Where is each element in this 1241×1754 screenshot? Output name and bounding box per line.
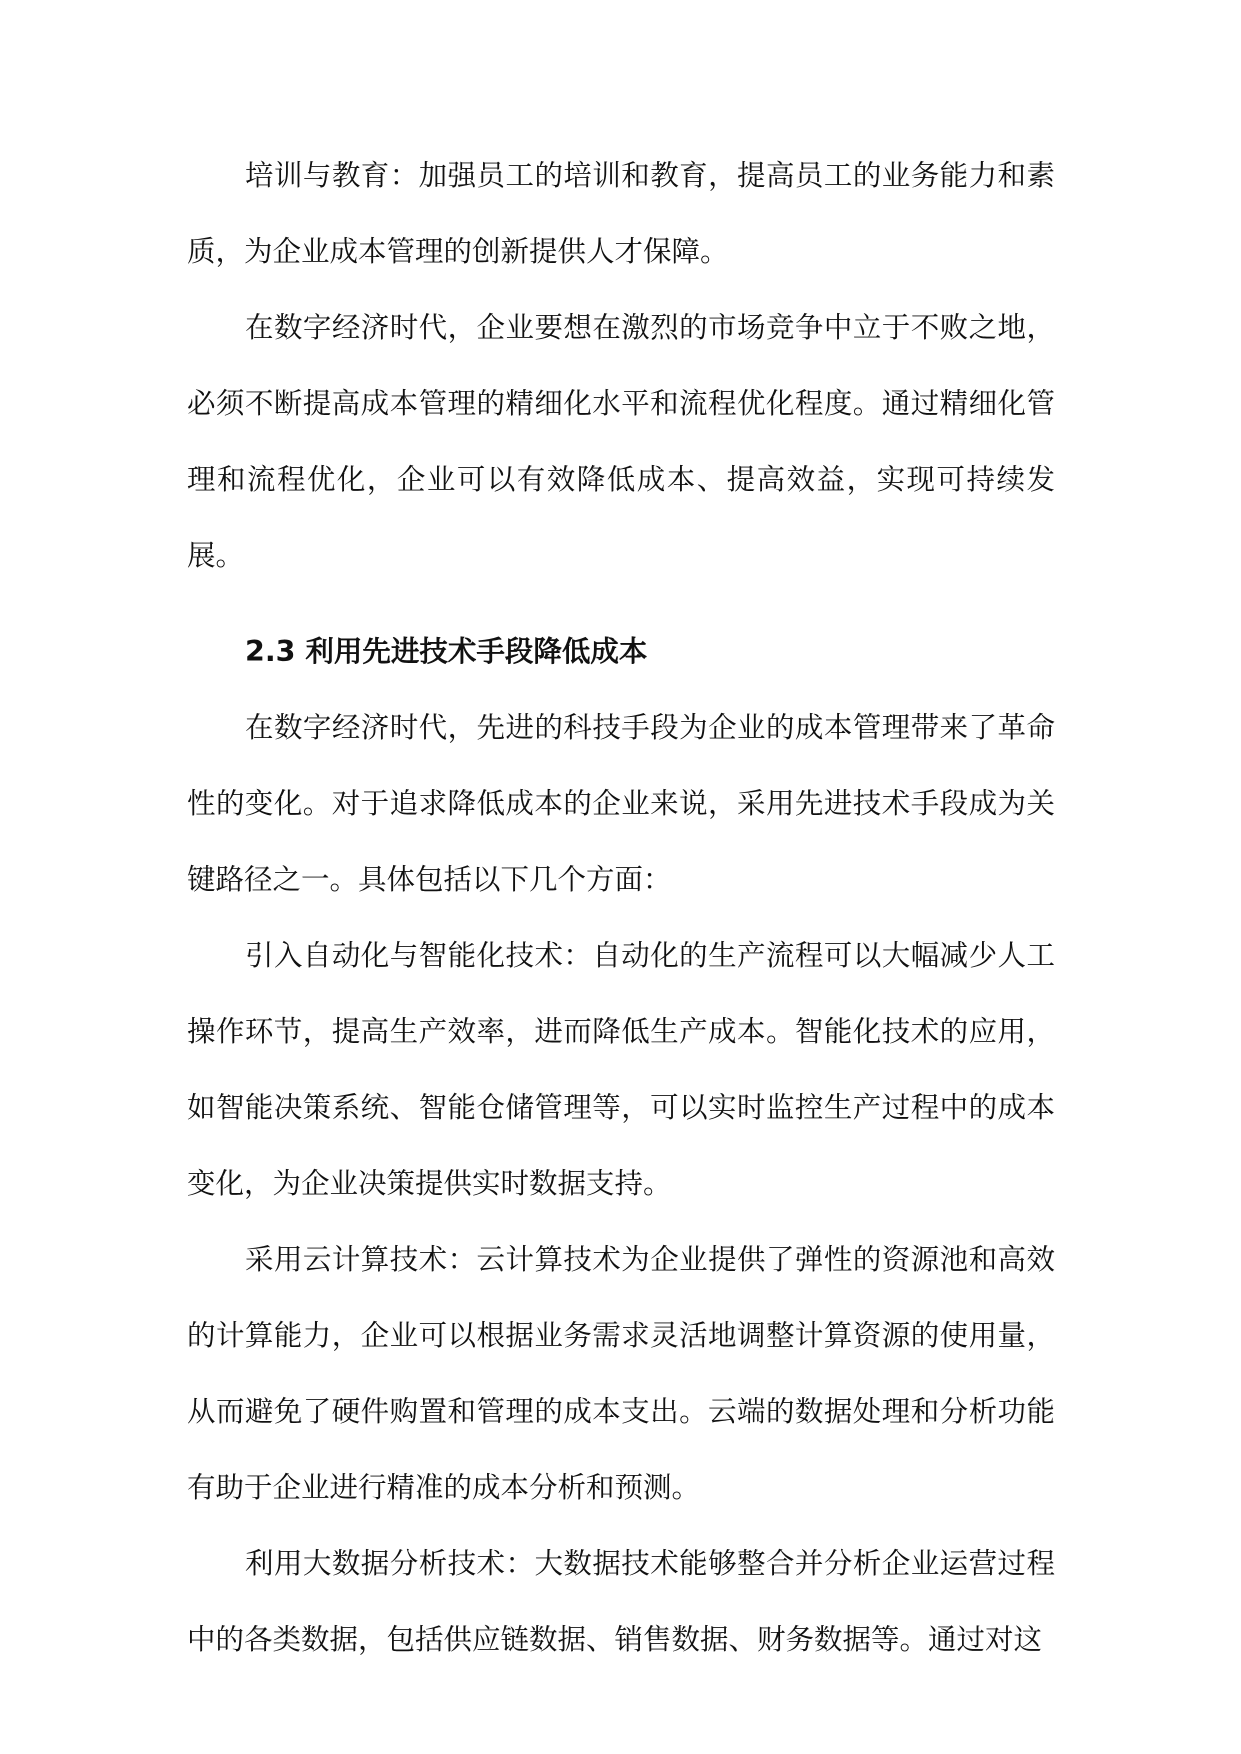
paragraph-digital-economy-summary: 在数字经济时代，企业要想在激烈的市场竞争中立于不败之地，必须不断提高成本管理的精细化水平和流程优化程度。通过精细化管理和流程优化，企业可以有效降低成本、提高效益，实现可持续发展。 xyxy=(187,311,1055,572)
document-body xyxy=(187,138,1055,1678)
paragraph-automation: 引入自动化与智能化技术：自动化的生产流程可以大幅减少人工操作环节，提高生产效率，进而降低生产成本。智能化技术的应用，如智能决策系统、智能仓储管理等，可以实时监控生产过程中的成本变化，为企业决策提供实时数据支持。 xyxy=(187,939,1055,1200)
paragraph-cloud-computing: 采用云计算技术：云计算技术为企业提供了弹性的资源池和高效的计算能力，企业可以根据业务需求灵活地调整计算资源的使用量，从而避免了硬件购置和管理的成本支出。云端的数据处理和分析功能有助于企业进行精准的成本分析和预测。 xyxy=(187,1243,1055,1504)
paragraph-tech-intro: 在数字经济时代，先进的科技手段为企业的成本管理带来了革命性的变化。对于追求降低成本的企业来说，采用先进技术手段成为关键路径之一。具体包括以下几个方面： xyxy=(187,711,1055,896)
paragraph-training: 培训与教育：加强员工的培训和教育，提高员工的业务能力和素质，为企业成本管理的创新提供人才保障。 xyxy=(187,159,1055,268)
section-heading: 2.3 利用先进技术手段降低成本 xyxy=(245,635,648,668)
paragraph-big-data: 利用大数据分析技术：大数据技术能够整合并分析企业运营过程中的各类数据，包括供应链数据、销售数据、财务数据等。通过对这 xyxy=(187,1547,1055,1656)
